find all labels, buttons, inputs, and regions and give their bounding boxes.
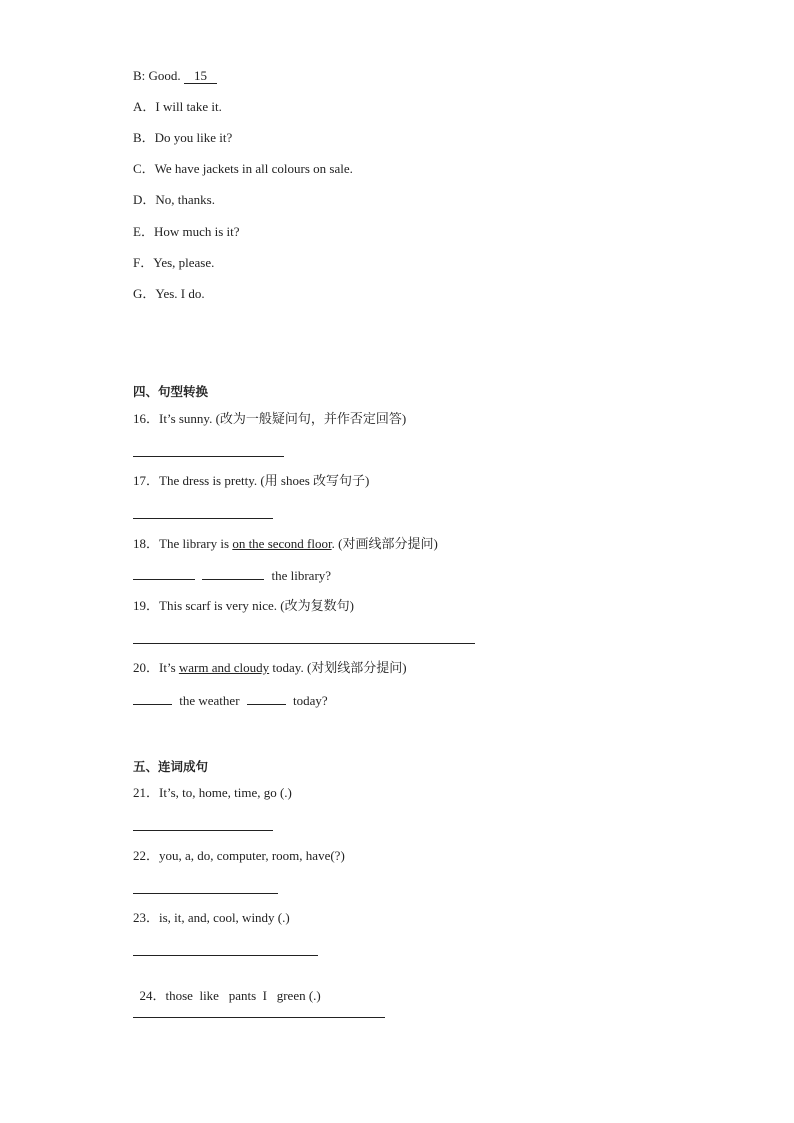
question-23 [133, 910, 290, 926]
question-18 [133, 536, 438, 552]
dialogue-line-b [133, 68, 217, 84]
blank-20-2[interactable] [247, 692, 286, 705]
question-17 [133, 473, 369, 489]
question-number: 17． [133, 473, 160, 488]
option-g [133, 286, 205, 302]
question-number: 19． [133, 598, 160, 613]
option-text: I will take it. [155, 99, 222, 114]
option-letter: C． [133, 161, 155, 176]
option-letter: E． [133, 224, 154, 239]
option-text: Yes. I do. [155, 286, 205, 301]
option-text: No, thanks. [155, 192, 215, 207]
question-text: It’s, to, home, time, go (.) [159, 785, 292, 800]
question-text-post: . (对画线部分提问) [331, 536, 438, 551]
question-number: 23． [133, 910, 160, 925]
underlined-phrase: on the second floor [232, 536, 332, 551]
section5-title: 五、连词成句 [133, 759, 209, 774]
question-22 [133, 848, 345, 864]
answer-line-19[interactable] [133, 643, 475, 644]
option-letter: D． [133, 192, 156, 207]
answer-mid: the weather [179, 693, 240, 708]
answer-tail: today? [293, 693, 328, 708]
question-19 [133, 598, 354, 614]
option-c [133, 161, 353, 177]
question-text-pre: The library is [159, 536, 233, 551]
option-text: We have jackets in all colours on sale. [154, 161, 353, 176]
question-text: This scarf is very nice. (改为复数句) [159, 598, 354, 613]
answer-line-16[interactable] [133, 456, 284, 457]
option-text: Do you like it? [154, 130, 233, 145]
blank-18-1[interactable] [133, 567, 195, 580]
question-number: 22． [133, 848, 160, 863]
dialogue-text: Good. [148, 68, 181, 83]
question-text-post: today. (对划线部分提问) [269, 660, 407, 675]
answer-tail: the library? [271, 568, 332, 583]
question-16 [133, 411, 406, 427]
blank-18-2[interactable] [202, 567, 264, 580]
question-24 [133, 972, 321, 1004]
answer-line-22[interactable] [133, 893, 278, 894]
question-20 [133, 660, 407, 676]
option-e [133, 224, 240, 240]
option-letter: B． [133, 130, 155, 145]
question-number: 24． [139, 988, 166, 1003]
blank-20-1[interactable] [133, 692, 172, 705]
speaker-label: B: [133, 68, 146, 83]
option-text: How much is it? [153, 224, 240, 239]
question-number: 21． [133, 785, 160, 800]
option-letter: A． [133, 99, 156, 114]
question-number: 20． [133, 660, 160, 675]
section4-title: 四、句型转换 [133, 384, 209, 399]
blank-15[interactable]: 15 [184, 69, 217, 84]
underlined-phrase: warm and cloudy [178, 660, 270, 675]
option-b [133, 130, 232, 146]
question-number: 18． [133, 536, 160, 551]
option-text: Yes, please. [153, 255, 215, 270]
question-text: those like pants I green (.) [165, 988, 321, 1003]
question-text: is, it, and, cool, windy (.) [159, 910, 290, 925]
option-f [133, 255, 214, 271]
question-text: It’s sunny. (改为一般疑问句，并作否定回答) [159, 411, 407, 426]
question-text: The dress is pretty. (用 shoes 改写句子) [159, 473, 370, 488]
option-letter: G． [133, 286, 156, 301]
question-text: you, a, do, computer, room, have(?) [159, 848, 345, 863]
question-21 [133, 785, 292, 801]
answer-20 [133, 692, 328, 709]
answer-line-21[interactable] [133, 830, 273, 831]
answer-line-24[interactable] [133, 1017, 385, 1018]
answer-18 [133, 567, 331, 584]
question-number: 16． [133, 411, 160, 426]
answer-line-17[interactable] [133, 518, 273, 519]
option-a [133, 99, 222, 115]
option-letter: F． [133, 255, 154, 270]
option-d [133, 192, 215, 208]
question-text-pre: It’s [159, 660, 179, 675]
answer-line-23[interactable] [133, 955, 318, 956]
